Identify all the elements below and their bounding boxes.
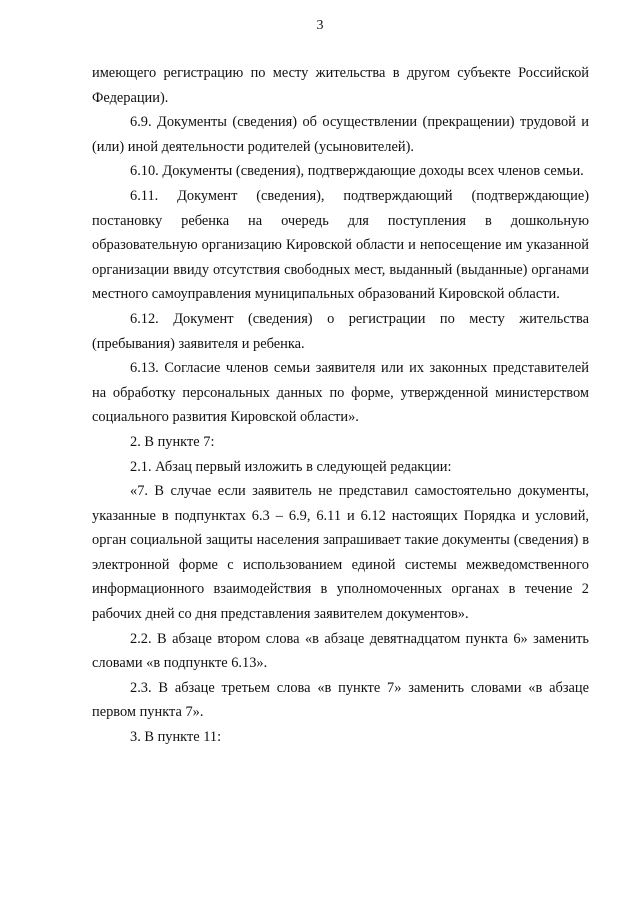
paragraph-item-7-quote: «7. В случае если заявитель не представил самостоятельно документы, указанные в подпунктах 6.3 – 6.9, 6.11 и 6.12 настоящих Порядка и условий, орган социальной защиты населения запрашивает такие документы (сведения) в электронной форме с использованием единой системы межведомственного информационного взаимодействия в уполномоченных органах в течение 2 рабочих дней со дня представления заявителем документов».	[92, 483, 589, 623]
paragraph-item-2-3: 2.3. В абзаце третьем слова «в пункте 7» заменить словами «в абзаце первом пункта 7».	[92, 679, 589, 721]
document-body	[92, 61, 589, 750]
page-number: 3	[316, 18, 324, 33]
paragraph-item-3: 3. В пункте 11:	[130, 729, 222, 746]
paragraph-6-11: 6.11. Документ (сведения), подтверждающий (подтверждающие) постановку ребенка на очередь для поступления в дошкольную образовательную организацию Кировской области и непосещение им указанной организации ввиду отсутствия свободных мест, выданный (выданные) органами местного самоуправления муниципальных образований Кировской области.	[92, 187, 589, 303]
paragraph-6-10: 6.10. Документы (сведения), подтверждающие доходы всех членов семьи.	[130, 163, 584, 180]
paragraph-item-2: 2. В пункте 7:	[130, 433, 215, 450]
paragraph-item-2-2: 2.2. В абзаце втором слова «в абзаце девятнадцатом пункта 6» заменить словами «в подпункте 6.13».	[92, 630, 589, 672]
paragraph-6-12: 6.12. Документ (сведения) о регистрации по месту жительства (пребывания) заявителя и ребенка.	[92, 310, 589, 352]
paragraph-item-2-1: 2.1. Абзац первый изложить в следующей редакции:	[130, 458, 452, 475]
paragraph-6-13: 6.13. Согласие членов семьи заявителя или их законных представителей на обработку персональных данных по форме, утвержденной министерством социального развития Кировской области».	[92, 360, 589, 426]
paragraph-6-9: 6.9. Документы (сведения) об осуществлении (прекращении) трудовой и (или) иной деятельности родителей (усыновителей).	[92, 114, 589, 155]
paragraph-continuation: имеющего регистрацию по месту жительства в другом субъекте Российской Федерации).	[92, 65, 589, 106]
